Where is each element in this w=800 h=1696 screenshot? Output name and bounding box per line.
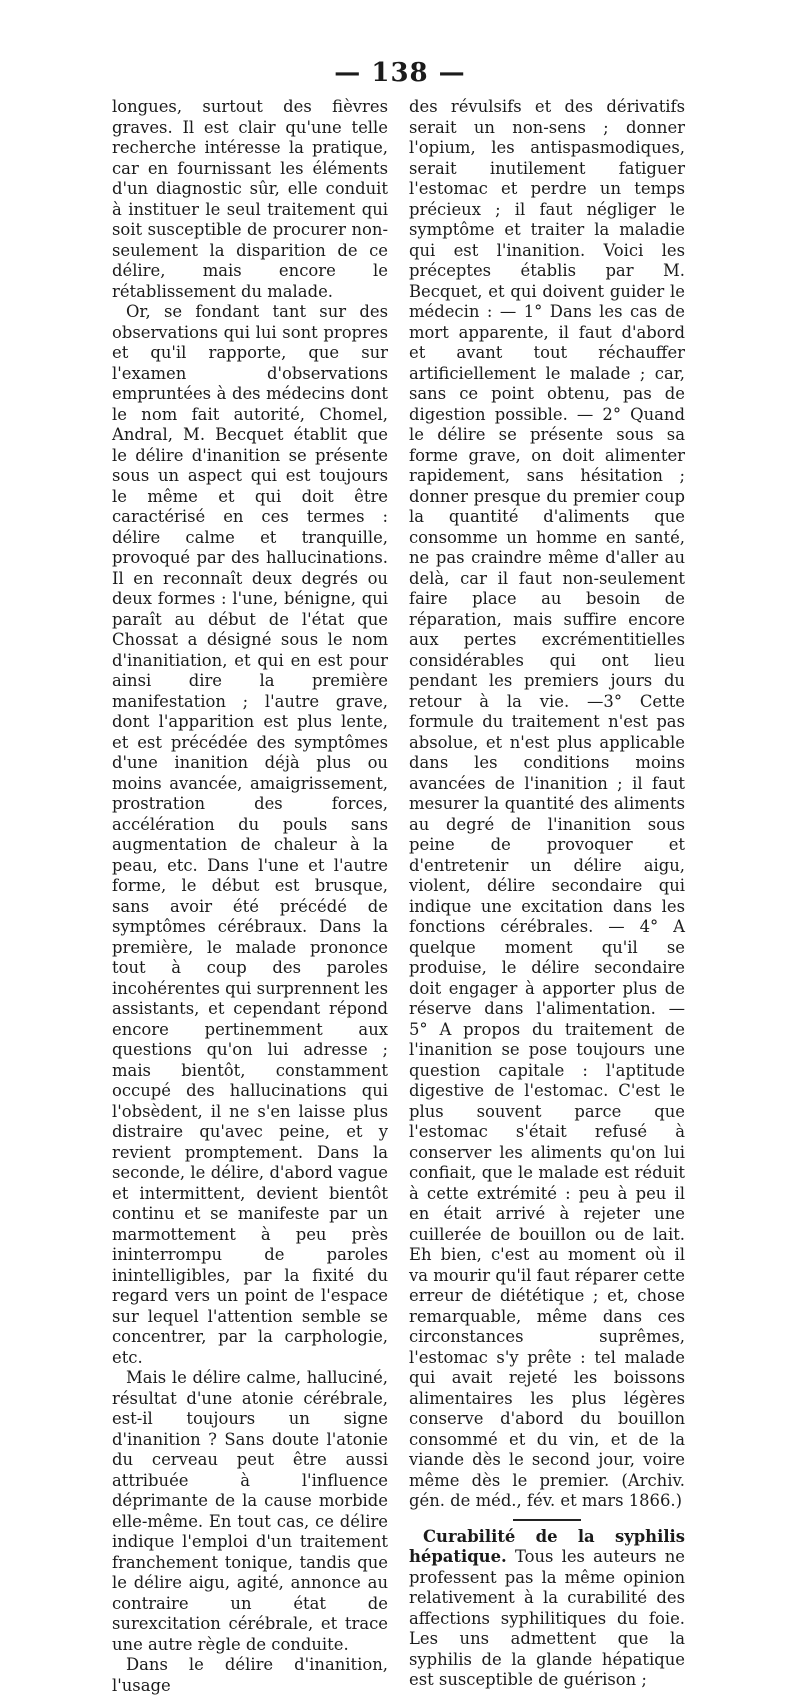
section-text: Tous les auteurs ne professent pas la même opinion relativement à la curabilité des affections syphilitiques du foie. Les uns admettent que la syphilis de la glande hépatique est susceptible de guérison ; bbox=[409, 1547, 685, 1689]
paragraph: Mais le délire calme, halluciné, résultat d'une atonie cérébrale, est-il toujours un signe d'inanition ? Sans doute l'atonie du cerveau peut être aussi attribuée à l'influence déprimante de la cause morbide elle-même. En tout cas, ce délire indique l'emploi d'un traitement franchement tonique, tandis que le délire aigu, agité, annonce au contraire un état de surexcitation cérébrale, et trace une autre règle de conduite. bbox=[112, 1368, 388, 1654]
page-number: — 138 — bbox=[334, 58, 466, 88]
paragraph: longues, surtout des fièvres graves. Il est clair qu'une telle recherche intéresse la pratique, car en fournissant les éléments d'un diagnostic sûr, elle conduit à instituer le seul traitement qui soit susceptible de procurer non-seulement la disparition de ce délire, mais encore le rétablissement du malade. bbox=[112, 97, 388, 301]
section-paragraph bbox=[409, 1527, 685, 1691]
paragraph: Or, se fondant tant sur des observations qui lui sont propres et qu'il rapporte, que sur l'examen d'observations empruntées à des médecins dont le nom fait autorité, Chomel, Andral, M. Becquet établit que le délire d'inanition se présente sous un aspect qui est toujours le même et qui doit être caractérisé en ces termes : délire calme et tranquille, provoqué par des hallucinations. Il en reconnaît deux degrés ou deux formes : l'une, bénigne, qui paraît au début de l'état que Chossat a désigné sous le nom d'inanitiation, et qui en est pour ainsi dire la première manifestation ; l'autre grave, dont l'apparition est plus lente, et est précédée des symptômes d'une inanition déjà plus ou moins avancée, amaigrissement, prostration des forces, accélération du pouls sans augmentation de chaleur à la peau, etc. Dans l'une et l'autre forme, le début est brusque, sans avoir été précédé de symptômes cérébraux. Dans la première, le malade prononce tout à coup des paroles incohérentes qui surprennent les assistants, et cependant répond encore pertinemment aux questions qu'on lui adresse ; mais bientôt, constamment occupé des hallucinations qui l'obsèdent, il ne s'en laisse plus distraire qu'avec peine, et y revient promptement. Dans la seconde, le délire, d'abord vague et intermittent, devient bientôt continu et se manifeste par un marmottement à peu près ininterrompu de paroles inintelligibles, par la fixité du regard vers un point de l'espace sur lequel l'attention semble se concentrer, par la carphologie, etc. bbox=[112, 302, 388, 1367]
left-column bbox=[112, 97, 388, 1696]
section-heading: Curabilité de la syphilis hépatique. bbox=[409, 1526, 685, 1566]
paragraph: Dans le délire d'inanition, l'usage bbox=[112, 1655, 388, 1695]
section-divider bbox=[513, 1519, 581, 1521]
paragraph: des révulsifs et des dérivatifs serait un non-sens ; donner l'opium, les antispasmodiques, serait inutilement fatiguer l'estomac et perdre un temps précieux ; il faut négliger le symptôme et traiter la maladie qui est l'inanition. Voici les préceptes établis par M. Becquet, et qui doivent guider le médecin : — 1° Dans les cas de mort apparente, il faut d'abord et avant tout réchauffer artificiellement le malade ; car, sans ce point obtenu, pas de digestion possible. — 2° Quand le délire se présente sous sa forme grave, on doit alimenter rapidement, sans hésitation ; donner presque du premier coup la quantité d'aliments que consomme un homme en santé, ne pas craindre même d'aller au delà, car il faut non-seulement faire place au besoin de réparation, mais suffire encore aux pertes excrémentitielles considérables qui ont lieu pendant les premiers jours du retour à la vie. —3° Cette formule du traitement n'est pas absolue, et n'est plus applicable dans les conditions moins avancées de l'inanition ; il faut mesurer la quantité des aliments au degré de l'inanition sous peine de provoquer et d'entretenir un délire aigu, violent, délire secondaire qui indique une excitation dans les fonctions cérébrales. — 4° A quelque moment qu'il se produise, le délire secondaire doit engager à apporter plus de réserve dans l'alimentation. — 5° A propos du traitement de l'inanition se pose toujours une question capitale : l'aptitude digestive de l'estomac. C'est le plus souvent parce que l'estomac s'était refusé à conserver les aliments qu'on lui confiait, que le malade est réduit à cette extrémité : peu à peu il en était arrivé à rejeter une cuillerée de bouillon ou de lait. Eh bien, c'est au moment où il va mourir qu'il faut réparer cette erreur de diététique ; et, chose remarquable, même dans ces circonstances suprêmes, l'estomac s'y prête : tel malade qui avait rejeté les boissons alimentaires les plus légères conserve d'abord du bouillon consommé et du vin, et de la viande dès le second jour, voire même dès le premier. (Archiv. gén. de méd., fév. et mars 1866.) bbox=[409, 97, 685, 1510]
right-column bbox=[409, 97, 685, 1691]
